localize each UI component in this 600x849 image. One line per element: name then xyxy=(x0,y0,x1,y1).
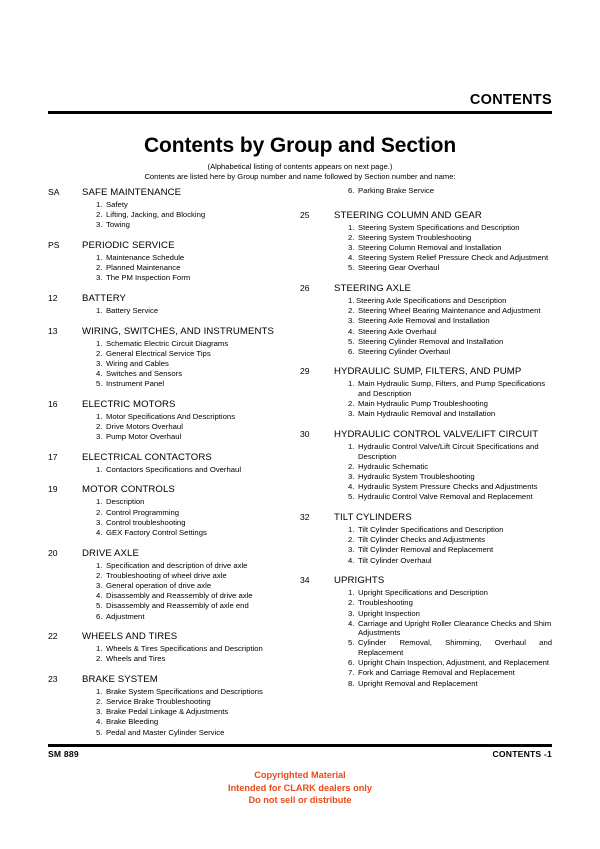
section-title: Steering Gear Overhaul xyxy=(358,263,440,273)
section-title: Hydraulic System Pressure Checks and Adjustments xyxy=(358,482,538,492)
contents-section-item[interactable] xyxy=(96,306,300,316)
group-name: PERIODIC SERVICE xyxy=(82,239,175,251)
section-title: Upright Inspection xyxy=(358,608,420,618)
contents-section-item[interactable] xyxy=(96,591,300,601)
section-number: 3. xyxy=(96,220,103,230)
contents-section-item[interactable] xyxy=(96,561,300,571)
contents-section-list xyxy=(300,525,552,565)
section-title: Brake Bleeding xyxy=(106,717,159,727)
contents-section-item[interactable] xyxy=(348,442,552,461)
contents-section-item[interactable] xyxy=(348,243,552,253)
section-number: 3. xyxy=(96,273,103,283)
header-divider xyxy=(48,111,552,114)
contents-section-item[interactable] xyxy=(96,263,300,273)
section-title: Fork and Carriage Removal and Replacement xyxy=(358,668,515,678)
contents-section-item[interactable] xyxy=(348,556,552,566)
contents-section-item[interactable] xyxy=(348,327,552,337)
section-number: 1. xyxy=(348,524,355,534)
section-number: 1. xyxy=(96,411,103,421)
group-name: WIRING, SWITCHES, AND INSTRUMENTS xyxy=(82,325,274,337)
section-number: 4. xyxy=(348,482,355,492)
group-name: ELECTRIC MOTORS xyxy=(82,398,176,410)
group-number: 13 xyxy=(48,325,58,336)
section-number: 5. xyxy=(348,263,355,273)
contents-section-item[interactable] xyxy=(348,588,552,598)
section-number: 3. xyxy=(348,316,355,326)
contents-section-item[interactable] xyxy=(96,717,300,727)
section-title: Steering System Troubleshooting xyxy=(358,232,472,242)
section-number: 1. xyxy=(348,222,355,232)
group-name: SAFE MAINTENANCE xyxy=(82,187,182,198)
group-number: 17 xyxy=(48,451,58,462)
contents-group xyxy=(300,282,552,357)
contents-columns xyxy=(48,186,552,746)
group-name: DRIVE AXLE xyxy=(82,547,139,559)
contents-group xyxy=(48,483,300,537)
contents-group-header[interactable] xyxy=(48,451,300,464)
section-title: Tilt Cylinder Checks and Adjustments xyxy=(358,535,486,545)
section-title: The PM Inspection Form xyxy=(106,273,191,283)
section-title: Hydraulic System Troubleshooting xyxy=(358,472,475,481)
section-title: Hydraulic Control Valve/Lift Circuit Specifications and Description xyxy=(358,442,539,461)
contents-section-item[interactable] xyxy=(96,707,300,717)
section-title: General Electrical Service Tips xyxy=(106,348,211,358)
section-number: 6. xyxy=(96,611,103,621)
section-number: 1. xyxy=(348,295,355,305)
section-title: Schematic Electric Circuit Diagrams xyxy=(106,338,229,348)
group-name: HYDRAULIC CONTROL VALVE/LIFT CIRCUIT xyxy=(334,429,539,441)
section-number: 5. xyxy=(96,727,103,737)
section-title: Tilt Cylinder Specifications and Description xyxy=(358,524,504,534)
contents-section-item[interactable] xyxy=(348,347,552,357)
group-number: 22 xyxy=(48,631,58,642)
section-number: 1. xyxy=(348,379,355,389)
group-number: 19 xyxy=(48,484,58,495)
contents-section-item[interactable] xyxy=(96,349,300,359)
section-number: 3. xyxy=(348,242,355,252)
contents-column-left xyxy=(48,186,300,746)
group-number: 23 xyxy=(48,673,58,684)
contents-group-header[interactable] xyxy=(300,209,552,222)
section-number: 2. xyxy=(348,306,355,316)
page-subtitle xyxy=(48,162,552,182)
section-number: 1. xyxy=(96,252,103,262)
contents-section-item[interactable] xyxy=(348,545,552,555)
section-number: 1. xyxy=(96,200,103,209)
section-number: 2. xyxy=(96,697,103,707)
contents-group xyxy=(48,239,300,283)
contents-section-list xyxy=(300,296,552,357)
section-number: 3. xyxy=(96,358,103,368)
contents-section-list xyxy=(48,497,300,537)
contents-section-item[interactable] xyxy=(300,186,552,196)
contents-section-item[interactable] xyxy=(348,679,552,689)
section-title: Safety xyxy=(106,200,128,209)
section-title: Battery Service xyxy=(106,305,159,315)
contents-section-item[interactable] xyxy=(96,644,300,654)
contents-section-item[interactable] xyxy=(348,482,552,492)
section-number: 2. xyxy=(348,399,355,409)
contents-section-item[interactable] xyxy=(96,581,300,591)
contents-section-item[interactable] xyxy=(96,339,300,349)
contents-section-item[interactable] xyxy=(96,697,300,707)
contents-section-item[interactable] xyxy=(348,296,552,306)
section-number: 5. xyxy=(348,492,355,502)
contents-section-list xyxy=(300,588,552,688)
contents-section-item[interactable] xyxy=(96,571,300,581)
contents-section-item[interactable] xyxy=(96,654,300,664)
group-number: 32 xyxy=(300,511,310,522)
contents-group-header[interactable] xyxy=(48,398,300,411)
contents-section-item[interactable] xyxy=(348,658,552,668)
contents-section-item[interactable] xyxy=(348,306,552,316)
group-name: HYDRAULIC SUMP, FILTERS, AND PUMP xyxy=(334,366,522,378)
section-number: 3. xyxy=(348,409,355,419)
contents-section-list xyxy=(48,412,300,442)
section-title: Control Programming xyxy=(106,507,180,517)
contents-section-item[interactable] xyxy=(348,233,552,243)
section-number: 6. xyxy=(348,186,355,195)
section-number: 1. xyxy=(96,686,103,696)
section-title: Steering Cylinder Removal and Installation xyxy=(358,336,504,346)
contents-section-item[interactable] xyxy=(96,465,300,475)
section-number: 2. xyxy=(96,507,103,517)
header-title: CONTENTS xyxy=(469,92,552,108)
section-number: 4. xyxy=(96,369,103,379)
section-number: 2. xyxy=(348,598,355,608)
contents-section-item[interactable] xyxy=(348,409,552,419)
footer-divider xyxy=(48,744,552,747)
section-title: Steering Column Removal and Installation xyxy=(358,242,502,252)
section-number: 8. xyxy=(348,678,355,688)
section-title: Hydraulic Control Valve Removal and Replacement xyxy=(358,492,533,502)
contents-section-item[interactable] xyxy=(96,369,300,379)
section-title: Brake System Specifications and Descriptions xyxy=(106,686,263,696)
contents-group xyxy=(48,292,300,316)
contents-group-header[interactable] xyxy=(300,428,552,441)
contents-group-header[interactable] xyxy=(48,239,300,252)
section-title: Disassembly and Reassembly of drive axle xyxy=(106,591,253,601)
contents-group-header[interactable] xyxy=(48,673,300,686)
contents-group xyxy=(300,511,552,565)
contents-group-header[interactable] xyxy=(48,483,300,496)
section-number: 1. xyxy=(348,442,355,452)
group-number: 29 xyxy=(300,366,310,377)
section-title: Towing xyxy=(106,220,130,230)
contents-group-header[interactable] xyxy=(48,325,300,338)
section-number: 4. xyxy=(348,618,355,628)
watermark-line-1: Copyrighted Material xyxy=(254,770,346,780)
section-number: 4. xyxy=(96,717,103,727)
section-number: 1. xyxy=(96,644,103,654)
section-number: 5. xyxy=(348,638,355,648)
section-title: Disassembly and Reassembly of axle end xyxy=(106,601,249,611)
contents-group xyxy=(300,574,552,688)
section-title: Drive Motors Overhaul xyxy=(106,422,183,432)
section-title: Parking Brake Service xyxy=(358,186,435,195)
contents-section-item[interactable] xyxy=(96,508,300,518)
section-title: Steering Axle Specifications and Description xyxy=(356,295,507,305)
section-title: Description xyxy=(106,497,145,507)
contents-group-header[interactable] xyxy=(48,186,300,199)
contents-section-item[interactable] xyxy=(96,379,300,389)
contents-section-item[interactable] xyxy=(96,528,300,538)
contents-section-list xyxy=(48,561,300,622)
contents-group xyxy=(300,428,552,502)
section-title: Cylinder Removal, Shimming, Overhaul and Replacement xyxy=(358,638,552,658)
section-number: 1. xyxy=(348,588,355,598)
contents-group xyxy=(48,673,300,737)
section-number: 5. xyxy=(96,379,103,389)
page-number: CONTENTS -1 xyxy=(492,749,552,759)
section-title: GEX Factory Control Settings xyxy=(106,528,207,537)
contents-group-header[interactable] xyxy=(300,574,552,587)
contents-group-header[interactable] xyxy=(300,511,552,524)
group-number: 25 xyxy=(300,209,310,220)
section-title: Steering Cylinder Overhaul xyxy=(358,346,451,356)
contents-group xyxy=(48,547,300,622)
section-number: 3. xyxy=(96,432,103,442)
section-number: 2. xyxy=(96,348,103,358)
contents-section-list xyxy=(48,339,300,389)
manual-id: SM 889 xyxy=(48,749,79,759)
section-title: Service Brake Troubleshooting xyxy=(106,697,211,707)
contents-group xyxy=(300,365,552,419)
section-title: Lifting, Jacking, and Blocking xyxy=(106,210,206,220)
section-title: Adjustment xyxy=(106,611,145,621)
section-title: Brake Pedal Linkage & Adjustments xyxy=(106,707,229,717)
section-title: Planned Maintenance xyxy=(106,263,181,273)
contents-group xyxy=(48,325,300,389)
section-title: Upright Specifications and Description xyxy=(358,588,488,598)
section-title: Pedal and Master Cylinder Service xyxy=(106,727,225,737)
section-number: 3. xyxy=(96,580,103,590)
contents-group xyxy=(48,451,300,475)
contents-section-item[interactable] xyxy=(96,497,300,507)
section-number: 5. xyxy=(96,601,103,611)
group-name: STEERING COLUMN AND GEAR xyxy=(334,209,482,221)
group-number: 30 xyxy=(300,429,310,440)
contents-group xyxy=(48,398,300,442)
subtitle-line-2: Contents are listed here by Group number and name followed by Section number and name: xyxy=(144,172,456,181)
contents-column-right xyxy=(300,186,552,746)
group-number: PS xyxy=(48,239,60,250)
section-title: Switches and Sensors xyxy=(106,369,183,379)
section-number: 3. xyxy=(348,608,355,618)
section-number: 4. xyxy=(348,326,355,336)
contents-section-item[interactable] xyxy=(348,609,552,619)
section-number: 2. xyxy=(348,535,355,545)
contents-group-header[interactable] xyxy=(48,292,300,305)
contents-section-item[interactable] xyxy=(348,263,552,273)
section-number: 6. xyxy=(348,658,355,668)
section-title: Steering Axle Overhaul xyxy=(358,326,437,336)
section-number: 1. xyxy=(96,560,103,570)
contents-section-list xyxy=(48,687,300,737)
contents-group xyxy=(48,186,300,230)
contents-section-item[interactable] xyxy=(96,612,300,622)
contents-section-item[interactable] xyxy=(348,619,552,638)
section-number: 5. xyxy=(348,336,355,346)
group-number: 16 xyxy=(48,398,58,409)
group-number: SA xyxy=(48,187,60,197)
section-number: 2. xyxy=(96,422,103,432)
contents-section-item[interactable] xyxy=(96,422,300,432)
section-title: Carriage and Upright Roller Clearance Checks and Shim Adjustments xyxy=(358,618,552,638)
contents-section-item[interactable] xyxy=(96,210,300,220)
group-name: BRAKE SYSTEM xyxy=(82,673,158,685)
contents-group-header[interactable] xyxy=(300,282,552,295)
section-number: 3. xyxy=(96,707,103,717)
contents-section-item[interactable] xyxy=(348,337,552,347)
section-title: Instrument Panel xyxy=(106,379,165,389)
section-number: 2. xyxy=(96,263,103,273)
section-title: Main Hydraulic Sump, Filters, and Pump Specifications and Description xyxy=(358,379,546,399)
group-name: STEERING AXLE xyxy=(334,282,412,294)
section-title: Steering System Specifications and Description xyxy=(358,222,520,232)
contents-section-list xyxy=(300,442,552,502)
contents-section-item[interactable] xyxy=(348,492,552,502)
section-number: 1. xyxy=(96,338,103,348)
contents-section-item[interactable] xyxy=(348,399,552,409)
group-name: MOTOR CONTROLS xyxy=(82,484,175,496)
contents-group-header[interactable] xyxy=(300,365,552,378)
section-title: Wiring and Cables xyxy=(106,358,169,368)
section-number: 6. xyxy=(348,346,355,356)
page-header xyxy=(48,92,552,114)
contents-section-item[interactable] xyxy=(348,223,552,233)
page-footer xyxy=(48,749,552,759)
page-title: Contents by Group and Section xyxy=(143,134,457,157)
contents-group-header[interactable] xyxy=(48,547,300,560)
contents-section-item[interactable] xyxy=(96,432,300,442)
contents-section-item[interactable] xyxy=(348,525,552,535)
group-name: UPRIGHTS xyxy=(334,575,385,587)
section-title: Steering Wheel Bearing Maintenance and Adjustment xyxy=(358,306,541,316)
contents-section-item[interactable] xyxy=(96,601,300,611)
watermark-line-2: Intended for CLARK dealers only xyxy=(228,782,372,793)
section-title: Maintenance Schedule xyxy=(106,252,185,262)
contents-section-item[interactable] xyxy=(96,412,300,422)
section-number: 4. xyxy=(348,253,355,263)
section-title: Steering System Relief Pressure Check and Adjustment xyxy=(358,253,549,263)
contents-section-list xyxy=(48,644,300,664)
group-name: BATTERY xyxy=(82,292,127,304)
group-name: TILT CYLINDERS xyxy=(334,511,412,523)
section-title: Upright Removal and Replacement xyxy=(358,678,478,688)
section-number: 4. xyxy=(348,555,355,565)
section-number: 4. xyxy=(96,591,103,601)
section-title: Specification and description of drive axle xyxy=(106,560,248,570)
section-title: Main Hydraulic Removal and Installation xyxy=(358,409,496,419)
contents-section-item[interactable] xyxy=(348,598,552,608)
section-number: 2. xyxy=(96,654,103,664)
contents-section-list xyxy=(48,253,300,283)
section-number: 3. xyxy=(96,517,103,527)
group-number: 20 xyxy=(48,547,58,558)
subtitle-line-1: (Alphabetical listing of contents appears on next page.) xyxy=(207,162,393,171)
contents-section-item[interactable] xyxy=(348,638,552,657)
contents-section-item[interactable] xyxy=(348,668,552,678)
group-number: 34 xyxy=(300,575,310,586)
contents-section-item[interactable] xyxy=(348,535,552,545)
section-number: 1. xyxy=(96,464,103,474)
group-number: 12 xyxy=(48,292,58,303)
contents-section-item[interactable] xyxy=(348,472,552,482)
section-number: 3. xyxy=(348,545,355,555)
contents-section-item[interactable] xyxy=(96,273,300,283)
section-title: Wheels & Tires Specifications and Description xyxy=(106,644,263,654)
contents-section-item[interactable] xyxy=(348,316,552,326)
section-number: 2. xyxy=(348,461,355,471)
contents-section-item[interactable] xyxy=(348,253,552,263)
contents-section-item[interactable] xyxy=(348,379,552,398)
contents-section-list xyxy=(300,379,552,419)
group-name: ELECTRICAL CONTACTORS xyxy=(82,451,212,463)
section-number: 7. xyxy=(348,668,355,678)
section-number: 2. xyxy=(96,210,103,220)
copyright-watermark xyxy=(48,769,552,807)
contents-section-item[interactable] xyxy=(96,687,300,697)
contents-section-list xyxy=(300,223,552,273)
contents-section-item[interactable] xyxy=(96,359,300,369)
section-title: Steering Axle Removal and Installation xyxy=(358,316,490,326)
section-title: Main Hydraulic Pump Troubleshooting xyxy=(358,399,488,409)
contents-group xyxy=(48,630,300,664)
contents-section-item[interactable] xyxy=(348,462,552,472)
section-title: Hydraulic Schematic xyxy=(358,461,429,471)
section-title: Tilt Cylinder Removal and Replacement xyxy=(358,545,494,555)
section-number: 1. xyxy=(96,305,103,315)
section-title: Upright Chain Inspection, Adjustment, and Replacement xyxy=(358,658,550,668)
section-title: Control troubleshooting xyxy=(106,517,186,527)
contents-section-item[interactable] xyxy=(96,728,300,738)
section-number: 2. xyxy=(96,570,103,580)
contents-section-item[interactable] xyxy=(96,220,300,230)
contents-section-item[interactable] xyxy=(96,253,300,263)
contents-section-list xyxy=(48,465,300,475)
contents-group-header[interactable] xyxy=(48,630,300,643)
contents-section-list xyxy=(48,200,300,230)
section-title: Pump Motor Overhaul xyxy=(106,432,182,442)
section-number: 1. xyxy=(96,497,103,507)
section-title: Troubleshooting of wheel drive axle xyxy=(106,570,227,580)
section-title: Tilt Cylinder Overhaul xyxy=(358,555,432,565)
section-title: General operation of drive axle xyxy=(106,580,212,590)
contents-section-item[interactable] xyxy=(96,200,300,210)
contents-section-list xyxy=(48,306,300,316)
section-title: Contactors Specifications and Overhaul xyxy=(106,464,242,474)
section-number: 3. xyxy=(348,472,355,481)
section-number: 4. xyxy=(96,528,103,537)
contents-group xyxy=(300,209,552,273)
group-number: 26 xyxy=(300,282,310,293)
watermark-line-3: Do not sell or distribute xyxy=(248,795,352,806)
section-number: 2. xyxy=(348,232,355,242)
group-name: WHEELS AND TIRES xyxy=(82,631,178,643)
section-title: Wheels and Tires xyxy=(106,654,166,664)
contents-section-item[interactable] xyxy=(96,518,300,528)
section-title: Troubleshooting xyxy=(358,598,413,608)
section-title: Motor Specifications And Descriptions xyxy=(106,411,236,421)
